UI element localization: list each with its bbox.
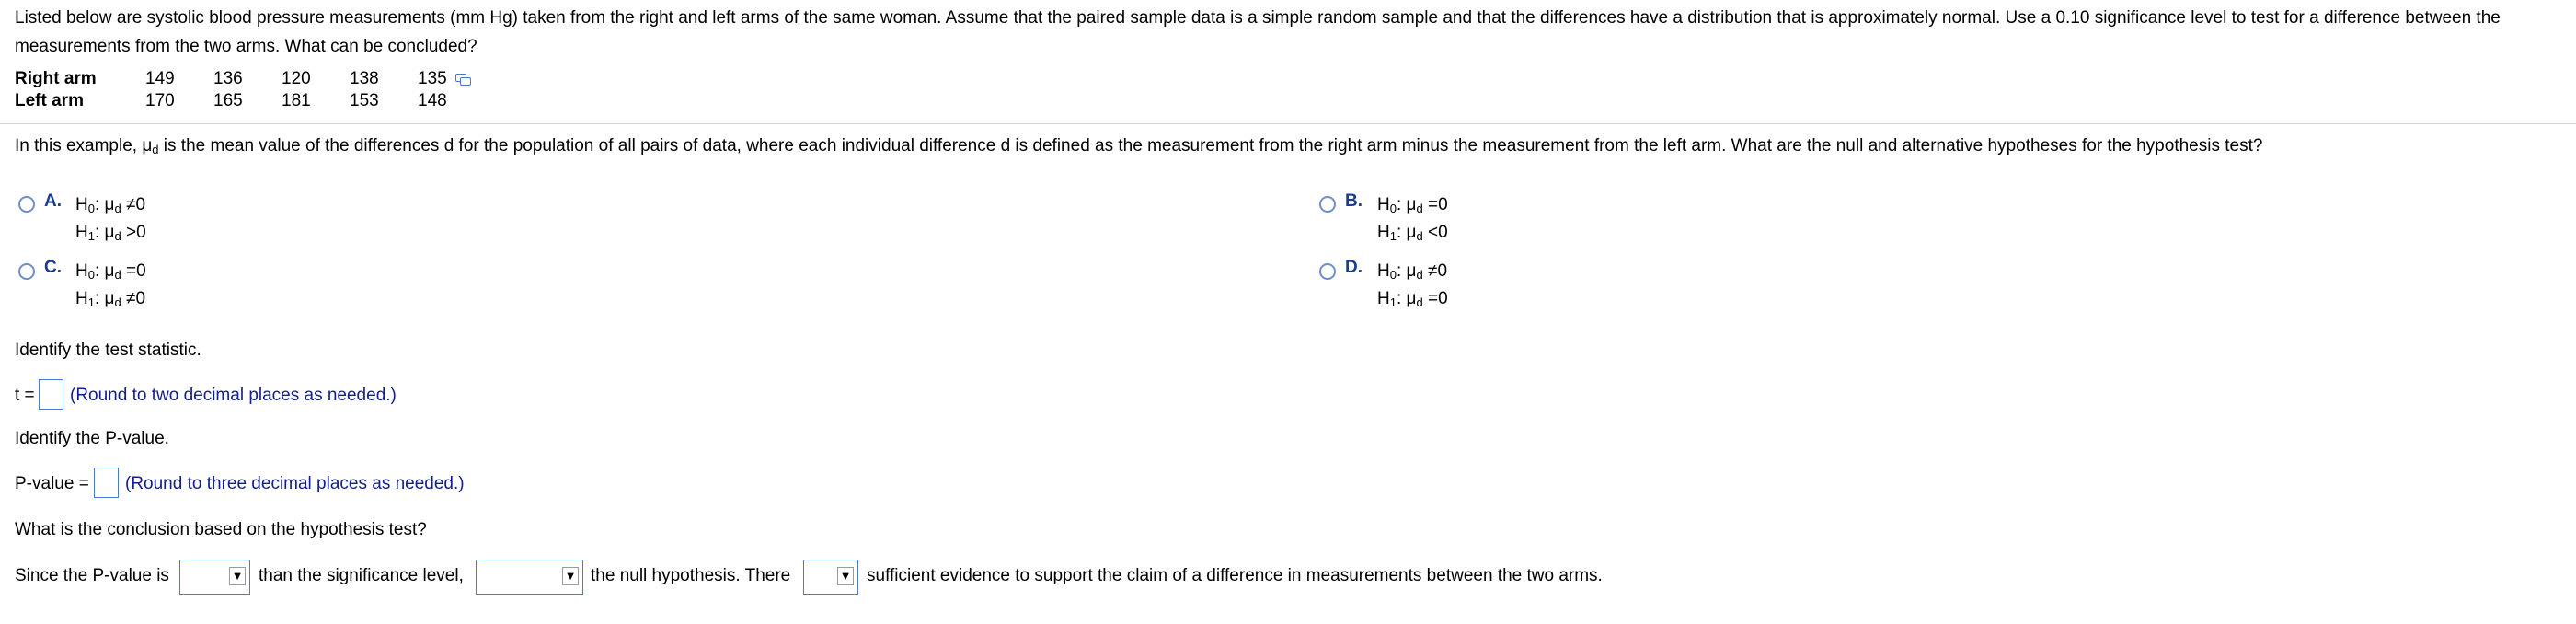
- option-b-h1: $H_1$: $\mu_d <0$: [1377, 223, 1448, 243]
- chevron-down-icon: ▼: [229, 567, 246, 585]
- option-a-radio[interactable]: [18, 196, 35, 213]
- row-label-right-arm: Right arm: [15, 69, 97, 88]
- mu-subscript: d: [152, 143, 159, 156]
- p-value-label: P-value =: [15, 474, 89, 493]
- question-intro: Listed below are systolic blood pressure measurements (mm Hg) taken from the right and left arms of the same woman. Assume that the paired sample data is a simple random sample and that the differences have a distribution that is approximately normal. Use a 0.10 significance level to test for a difference between the measurements from the two arms. What can be concluded?: [15, 8, 2501, 56]
- chevron-down-icon: ▼: [562, 567, 579, 585]
- table-row: [15, 90, 470, 112]
- table-row: [15, 68, 470, 90]
- table-cell: 181: [282, 91, 311, 110]
- p-value-input[interactable]: [94, 468, 119, 498]
- table-cell: 153: [350, 91, 379, 110]
- option-b-h0: $H_0$: $\mu_d =0$: [1377, 195, 1448, 215]
- option-b-letter: B.: [1345, 191, 1363, 211]
- hypothesis-prompt: [15, 133, 2262, 160]
- option-c[interactable]: [44, 258, 62, 278]
- mu-symbol: μ: [142, 136, 153, 156]
- prompt-text: In this example,: [15, 136, 143, 156]
- conclusion-prompt: What is the conclusion based on the hypothesis test?: [15, 520, 427, 539]
- option-c-radio[interactable]: [18, 263, 35, 280]
- option-a-letter: A.: [44, 191, 62, 211]
- option-a[interactable]: [44, 191, 62, 212]
- t-statistic-input[interactable]: [39, 379, 63, 410]
- row-label-left-arm: Left arm: [15, 91, 84, 110]
- p-value-prompt: Identify the P-value.: [15, 429, 169, 448]
- evidence-dropdown[interactable]: [803, 560, 858, 595]
- table-cell: 170: [145, 91, 175, 110]
- copy-data-icon[interactable]: [455, 74, 470, 85]
- table-cell: 149: [145, 69, 175, 88]
- option-d-h1: $H_1$: $\mu_d =0$: [1377, 289, 1448, 309]
- table-cell: 138: [350, 69, 379, 88]
- table-cell: 136: [213, 69, 243, 88]
- option-d[interactable]: [1345, 258, 1363, 278]
- option-d-h0: $H_0$: $\mu_d \ne 0$: [1377, 261, 1448, 282]
- conclusion-text-1: Since the P-value is: [15, 566, 169, 585]
- data-table-container: [15, 68, 470, 112]
- option-a-h1: $H_1$: $\mu_d >0$: [75, 223, 146, 243]
- chevron-down-icon: ▼: [837, 567, 854, 585]
- null-hypothesis-decision-dropdown[interactable]: [476, 560, 583, 595]
- option-a-h0: $H_0$: $\mu_d \ne 0$: [75, 195, 146, 215]
- option-c-h0: $H_0$: $\mu_d =0$: [75, 261, 146, 282]
- prompt-text: is the mean value of the differences d for the population of all pairs of data, where each individual difference d is defined as the measurement from the right arm minus the measurement from the left arm. What are the null and alternative hypotheses for the hypothesis test?: [158, 136, 2263, 156]
- p-value-hint: (Round to three decimal places as needed.): [125, 474, 465, 493]
- option-b-radio[interactable]: [1319, 196, 1336, 213]
- option-d-radio[interactable]: [1319, 263, 1336, 280]
- t-hint: (Round to two decimal places as needed.): [70, 386, 397, 405]
- t-label: t =: [15, 386, 35, 405]
- table-cell-last: [418, 68, 470, 90]
- test-statistic-prompt: Identify the test statistic.: [15, 341, 201, 360]
- table-cell: 135: [418, 69, 447, 88]
- table-cell: 148: [418, 91, 447, 110]
- option-d-letter: D.: [1345, 258, 1363, 277]
- option-c-h1: $H_1$: $\mu_d \ne 0$: [75, 289, 146, 309]
- option-b[interactable]: [1345, 191, 1363, 212]
- table-cell: 165: [213, 91, 243, 110]
- conclusion-text-4: sufficient evidence to support the claim of a difference in measurements between the two arms.: [867, 566, 1603, 585]
- conclusion-text-3: the null hypothesis. There: [591, 566, 791, 585]
- section-divider: [0, 123, 2576, 124]
- data-table: [15, 68, 470, 112]
- table-cell: 120: [282, 69, 311, 88]
- p-value-comparison-dropdown[interactable]: [179, 560, 250, 595]
- conclusion-text-2: than the significance level,: [259, 566, 464, 585]
- option-c-letter: C.: [44, 258, 62, 277]
